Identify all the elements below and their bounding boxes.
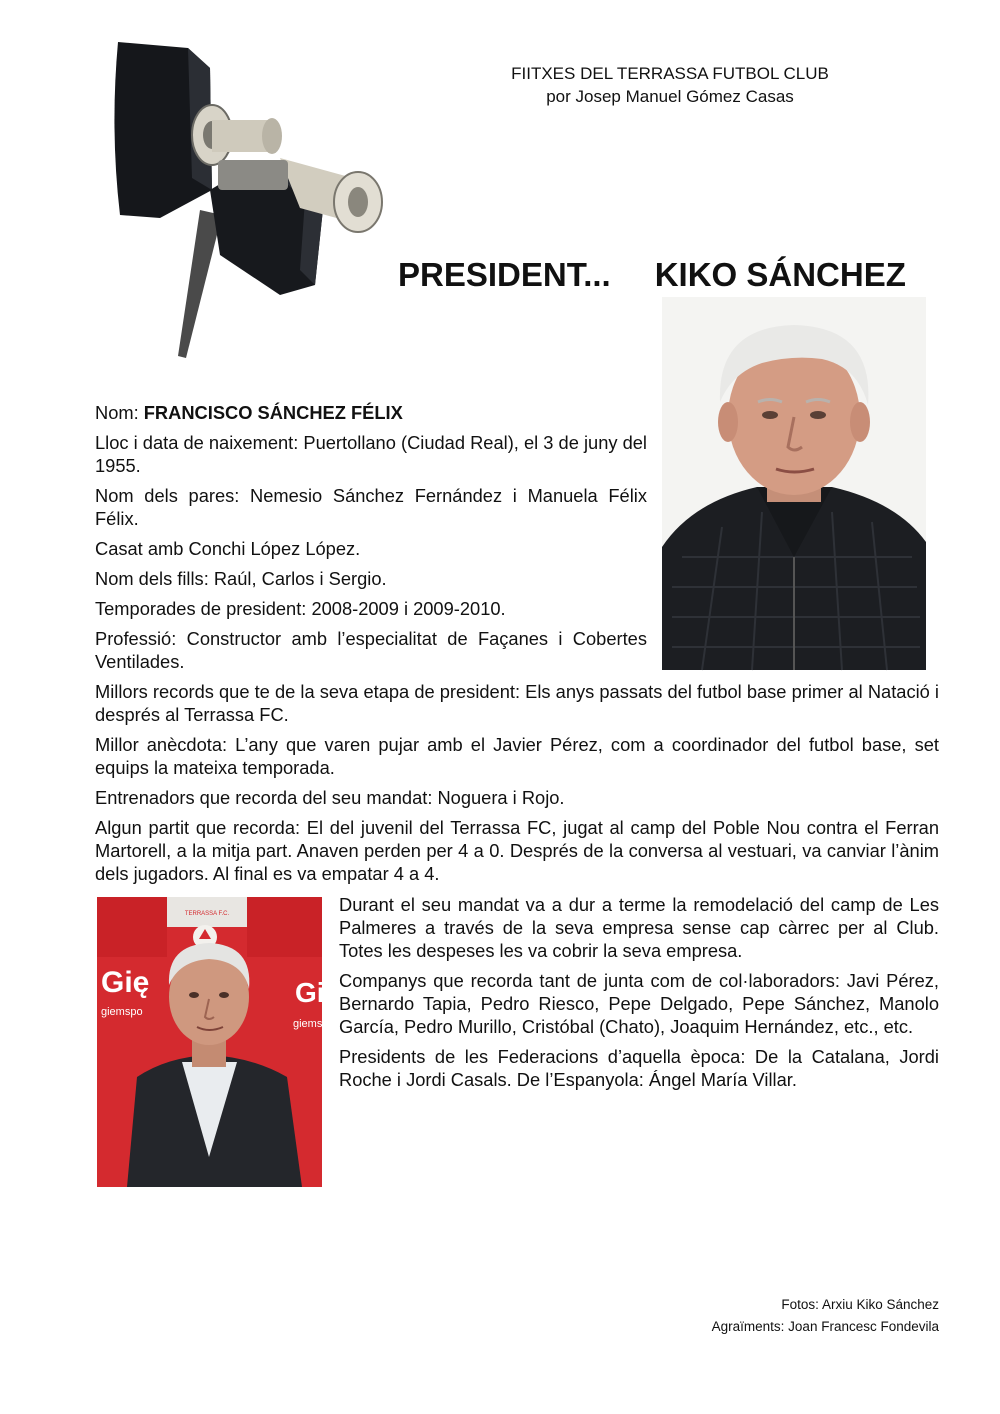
photo-credits (712, 1294, 939, 1338)
story-right-section (339, 893, 939, 1098)
story-match: Algun partit que recorda: El del juvenil del Terrassa FC, jugat al camp del Poble Nou contra el Ferran Martorell, a la mitja part. Anaven perden per 4 a 0. Després de la conversa al vestuari, va canviar l’ànim dels jugadors. Al final es va empatar 4 a 4. (95, 817, 939, 884)
loudspeaker-icon (100, 40, 390, 360)
loudspeaker-logo (100, 40, 390, 360)
header-series-title: FIITXES DEL TERRASSA FUTBOL CLUB (511, 64, 829, 83)
bio-name-label: Nom: (95, 402, 144, 423)
story-federations: Presidents de les Federacions d’aquella època: De la Catalana, Jordi Roche i Jordi Casals. De l’Espanyola: Ángel María Villar. (339, 1046, 939, 1090)
bio-section (95, 401, 647, 680)
document-header (440, 62, 900, 108)
bio-children: Nom dels fills: Raúl, Carlos i Sergio. (95, 568, 387, 589)
page-title (398, 256, 906, 294)
bio-parents: Nom dels pares: Nemesio Sánchez Fernández i Manuela Félix Félix. (95, 485, 647, 529)
bio-name-value: FRANCISCO SÁNCHEZ FÉLIX (143, 402, 403, 423)
shirt-sponsor-small-right: giemst (293, 1018, 326, 1030)
title-name: KIKO SÁNCHEZ (654, 256, 906, 293)
bio-seasons: Temporades de president: 2008-2009 i 2009-2010. (95, 598, 506, 619)
bio-birth: Lloc i data de naixement: Puertollano (Ciudad Real), el 3 de juny del 1955. (95, 432, 647, 476)
title-role: PRESIDENT... (398, 256, 611, 293)
credit-photos: Fotos: Arxiu Kiko Sánchez (781, 1297, 939, 1312)
shirt-sponsor-right: Gie (295, 977, 341, 1008)
story-section (95, 680, 939, 892)
story-colleagues: Companys que recorda tant de junta com de col·laboradors: Javi Pérez, Bernardo Tapia, Pedro Riesco, Pepe Delgado, Pepe Sánchez, Manolo García, Pedro Murillo, Cristóbal (Chato), Joaquim Hernández, etc., etc. (339, 970, 939, 1037)
team-crest-text: TERRASSA F.C. (184, 911, 230, 917)
story-remodel: Durant el seu mandat va a dur a terme la remodelació del camp de Les Palmeres a través de la seva empresa sense cap càrrec per al Club. Totes les despeses les va cobrir la seva empresa. (339, 894, 939, 961)
credit-thanks: Agraïments: Joan Francesc Fondevila (711, 1319, 939, 1334)
team-photo (97, 897, 341, 1187)
bio-spouse: Casat amb Conchi López López. (95, 538, 361, 559)
story-anecdote: Millor anècdota: L’any que varen pujar amb el Javier Pérez, com a coordinador del futbol base, set equips la mateixa temporada. (95, 734, 939, 778)
portrait-photo (662, 297, 926, 670)
bio-name (95, 401, 647, 424)
bio-profession: Professió: Constructor amb l’especialitat de Façanes i Cobertes Ventilades. (95, 628, 647, 672)
shirt-sponsor-small-left: giemspo (101, 1006, 143, 1018)
story-coaches: Entrenadors que recorda del seu mandat: Noguera i Rojo. (95, 787, 565, 808)
shirt-sponsor-left: Gię (101, 966, 150, 999)
story-memories: Millors records que te de la seva etapa de president: Els anys passats del futbol base primer al Natació i després al Terrassa FC. (95, 681, 939, 725)
header-author: por Josep Manuel Gómez Casas (546, 87, 794, 106)
